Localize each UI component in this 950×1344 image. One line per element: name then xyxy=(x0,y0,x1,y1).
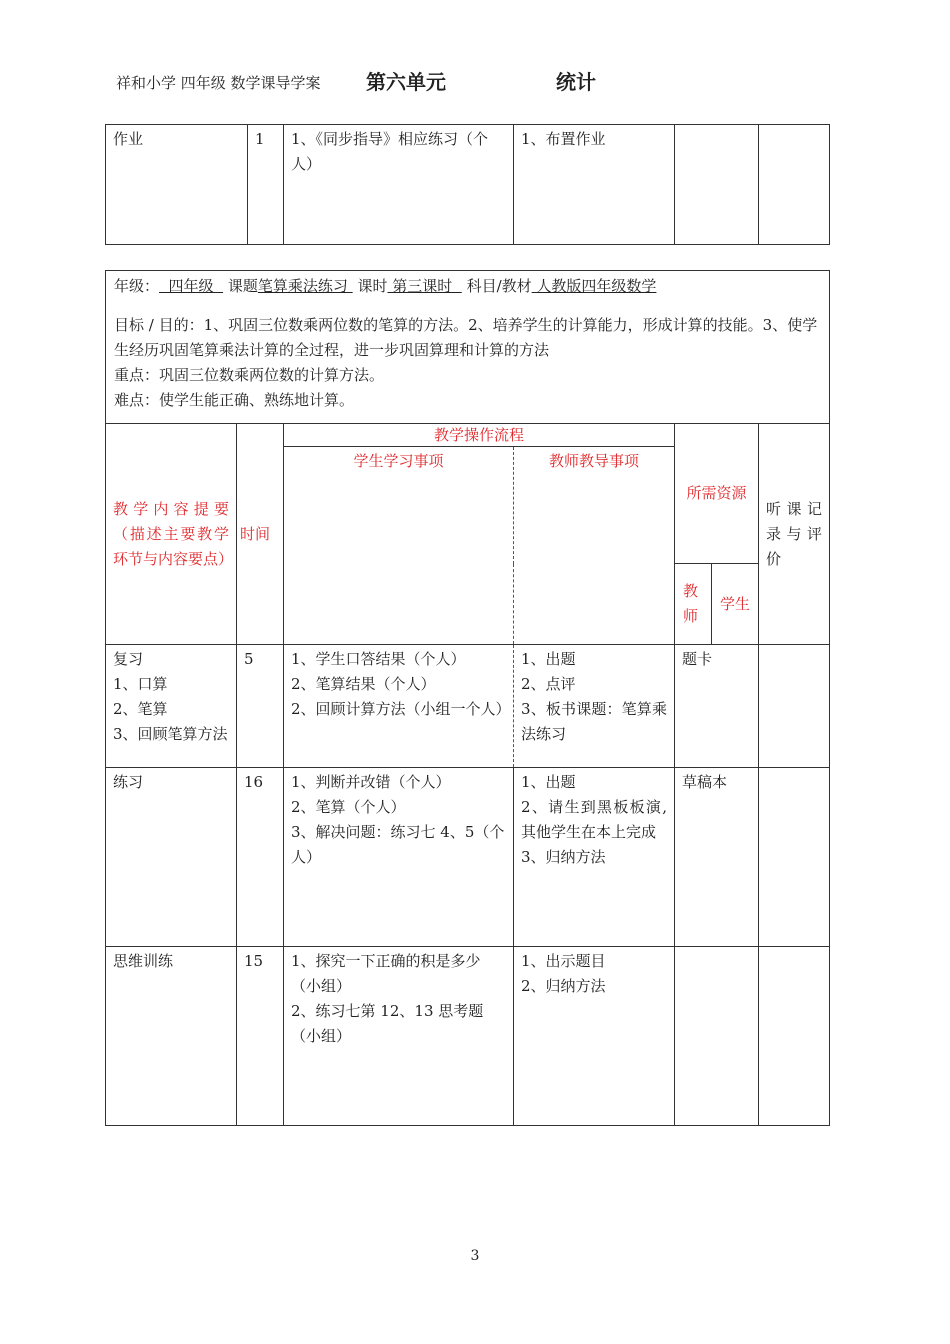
table-row xyxy=(106,947,830,1126)
page-header xyxy=(116,66,836,96)
lesson-info xyxy=(106,271,830,424)
row-resource: 草稿本 xyxy=(675,768,759,947)
resource-student-header: 学生 xyxy=(712,564,759,645)
row-time: 5 xyxy=(237,645,284,768)
lesson-plan-table xyxy=(105,270,830,1126)
homework-table xyxy=(105,124,830,245)
row-teacher: 1、出示题目 2、归纳方法 xyxy=(514,947,675,1126)
unit-title: 第六单元 xyxy=(366,70,446,94)
row-record xyxy=(759,645,830,768)
topic-value: 笔算乘法练习 xyxy=(257,277,353,295)
header-row-1 xyxy=(106,424,830,447)
row-time: 15 xyxy=(237,947,284,1126)
student-items-header: 学生学习事项 xyxy=(284,447,514,645)
homework-time: 1 xyxy=(248,125,284,245)
period-value: 第三课时 xyxy=(387,277,462,295)
record-header: 听课记录与评价 xyxy=(759,424,830,645)
row-student: 1、判断并改错（个人） 2、笔算（个人） 3、解决问题：练习七 4、5（个人） xyxy=(284,768,514,947)
homework-row xyxy=(106,125,830,245)
lesson-info-row xyxy=(106,271,830,424)
row-teacher: 1、出题 2、点评 3、板书课题：笔算乘法练习 xyxy=(514,645,675,768)
homework-label: 作业 xyxy=(106,125,248,245)
homework-resource xyxy=(675,125,759,245)
row-record xyxy=(759,768,830,947)
school-title: 祥和小学 四年级 数学课导学案 xyxy=(116,74,321,92)
topic-label: 课题 xyxy=(227,277,258,295)
grade-label: 年级： xyxy=(114,277,160,295)
homework-student: 1、《同步指导》相应练习（个人） xyxy=(284,125,514,245)
content-title: 教学内容提要（描述主要教学环节与内容要点） xyxy=(106,424,237,645)
grade-value: 四年级 xyxy=(159,277,224,295)
lesson-goal: 目标 / 目的：1、巩固三位数乘两位数的笔算的方法。2、培养学生的计算能力，形成计算的技能。3、使学生经历巩固笔算乘法计算的全过程，进一步巩固算理和计算的方法 xyxy=(114,316,818,359)
row-teacher: 1、出题 2、请生到黑板板演,其他学生在本上完成 3、归纳方法 xyxy=(514,768,675,947)
process-header: 教学操作流程 xyxy=(284,424,675,447)
row-resource: 题卡 xyxy=(675,645,759,768)
row-content: 思维训练 xyxy=(106,947,237,1126)
row-content: 练习 xyxy=(106,768,237,947)
subject-value: 人教版四年级数学 xyxy=(531,277,657,295)
table-row xyxy=(106,645,830,768)
resource-teacher-header: 教师 xyxy=(675,564,712,645)
table-row xyxy=(106,768,830,947)
teacher-items-header: 教师教导事项 xyxy=(514,447,675,645)
row-student: 1、学生口答结果（个人） 2、笔算结果（个人） 2、回顾计算方法（小组一个人） xyxy=(284,645,514,768)
resources-header: 所需资源 xyxy=(675,424,759,564)
period-label: 课时 xyxy=(357,277,388,295)
row-record xyxy=(759,947,830,1126)
row-student: 1、探究一下正确的积是多少（小组） 2、练习七第 12、13 思考题（小组） xyxy=(284,947,514,1126)
row-resource xyxy=(675,947,759,1126)
lesson-meta-line xyxy=(114,274,821,299)
row-time: 16 xyxy=(237,768,284,947)
subject-label: 科目/教材 xyxy=(466,277,532,295)
row-content: 复习 1、口算 2、笔算 3、回顾笔算方法 xyxy=(106,645,237,768)
time-header: 时间 xyxy=(237,424,284,645)
page-number: 3 xyxy=(470,1248,480,1264)
lesson-key-point: 重点：巩固三位数乘两位数的计算方法。 xyxy=(114,366,385,384)
homework-record xyxy=(759,125,830,245)
lesson-difficulty: 难点：使学生能正确、熟练地计算。 xyxy=(114,391,355,409)
topic-title: 统计 xyxy=(556,70,596,94)
homework-teacher: 1、布置作业 xyxy=(514,125,675,245)
